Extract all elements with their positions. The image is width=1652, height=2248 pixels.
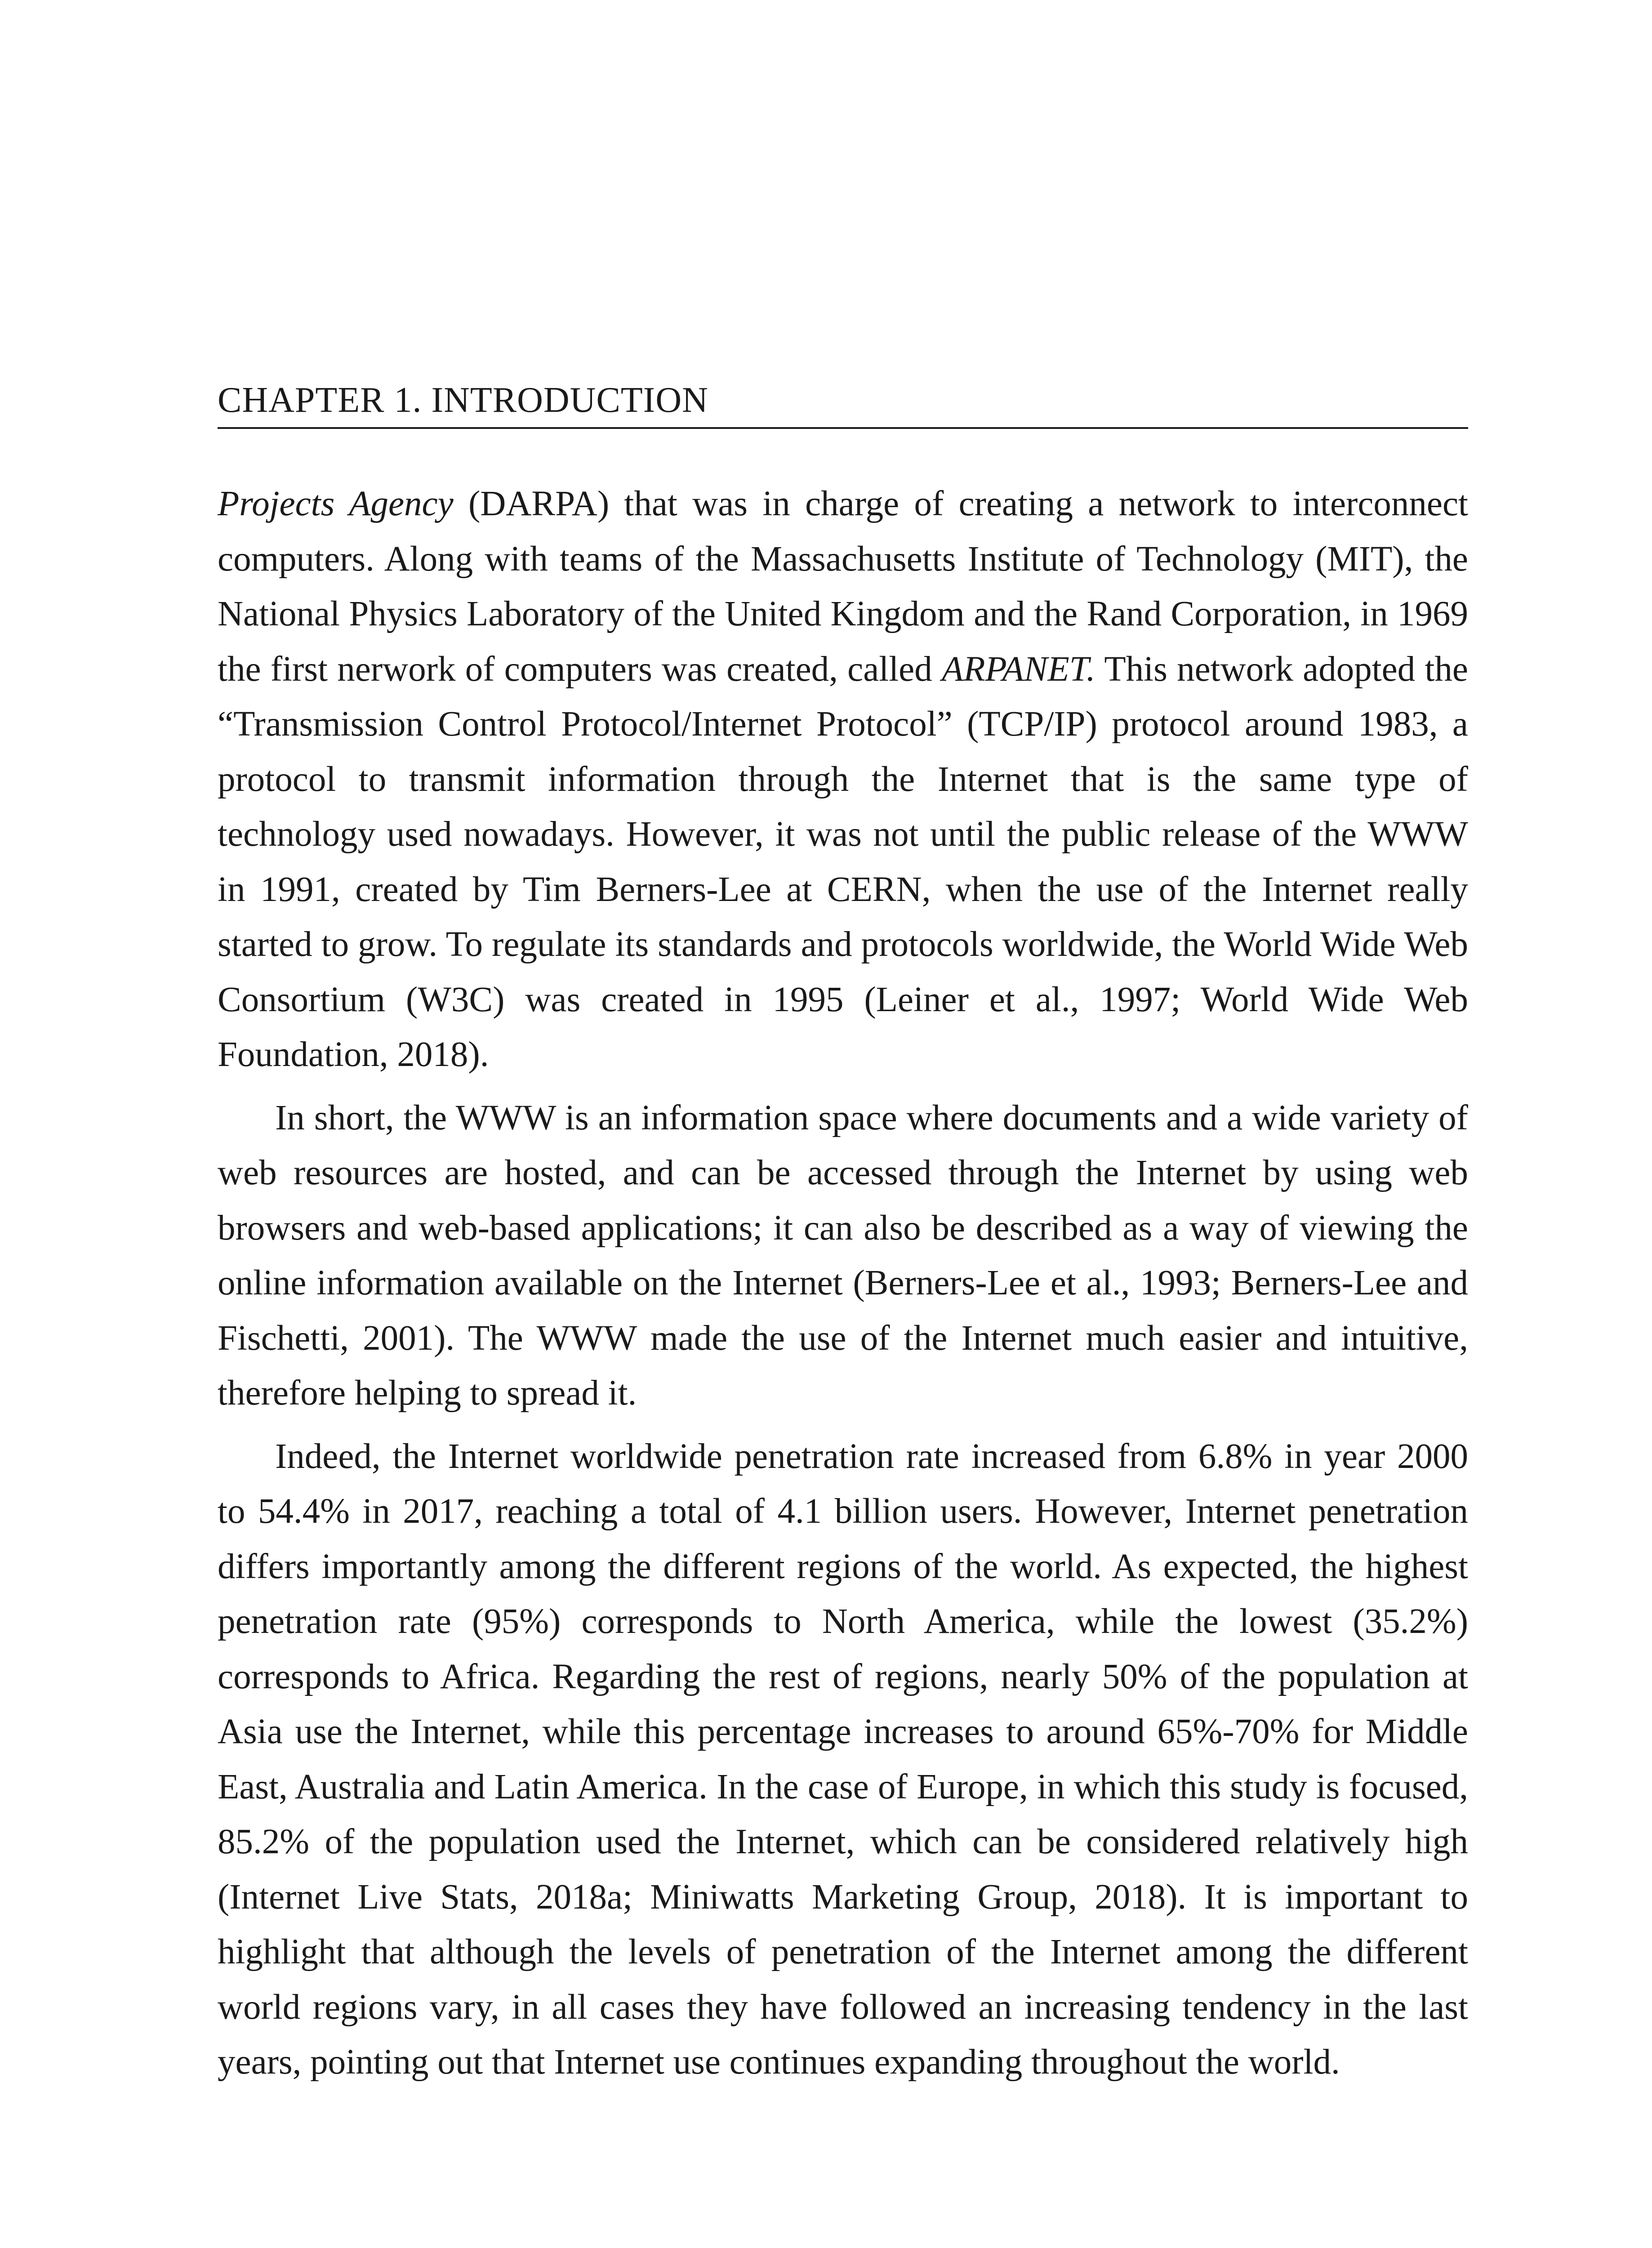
italic-term-arpanet: ARPANET. bbox=[941, 649, 1095, 689]
paragraph-1-text-2: This network adopted the “Transmission Control Protocol/Internet Protocol” (TCP/IP) protocol around 1983, a protocol to transmit information through the Internet that is the same type of technology used nowadays. However, it was not until the public release of the WWW in 1991, created by Tim Berners-Lee at CERN, when the use of the Internet really started to grow. To regulate its standards and protocols worldwide, the World Wide Web Consortium (W3C) was created in 1995 (Leiner et al., 1997; World Wide Web Foundation, 2018). bbox=[218, 649, 1468, 1074]
running-head: CHAPTER 1. INTRODUCTION bbox=[218, 380, 708, 420]
paragraph-1-text-1: (DARPA) that was in charge of creating a network to interconnect computers. Along with teams of the Massachusetts Institute of Technology (MIT), the National Physics Laboratory of the United Kingdom and the Rand Corporation, in 1969 the first nerwork of computers was created, called bbox=[218, 484, 1468, 689]
paragraph-3: Indeed, the Internet worldwide penetration rate increased from 6.8% in year 2000 to 54.4% in 2017, reaching a total of 4.1 billion users. However, Internet penetration differs importantly among the different regions of the world. As expected, the highest penetration rate (95%) corresponds to North America, while the lowest (35.2%) corresponds to Africa. Regarding the rest of regions, nearly 50% of the population at Asia use the Internet, while this percentage increases to around 65%-70% for Middle East, Australia and Latin America. In the case of Europe, in which this study is focused, 85.2% of the population used the Internet, which can be considered relatively high (Internet Live Stats, 2018a; Miniwatts Marketing Group, 2018). It is important to highlight that although the levels of penetration of the Internet among the different world regions vary, in all cases they have followed an increasing tendency in the last years, pointing out that Internet use continues expanding throughout the world. bbox=[218, 1436, 1468, 2082]
paragraph-1 bbox=[218, 477, 1468, 1083]
paragraph-2: In short, the WWW is an information space where documents and a wide variety of web resources are hosted, and can be accessed through the Internet by using web browsers and web-based applications; it can also be described as a way of viewing the online information available on the Internet (Berners-Lee et al., 1993; Berners-Lee and Fischetti, 2001). The WWW made the use of the Internet much easier and intuitive, therefore helping to spread it. bbox=[218, 1098, 1468, 1413]
body-text bbox=[218, 477, 1468, 2090]
italic-term-projects-agency: Projects Agency bbox=[218, 484, 454, 523]
header-rule bbox=[218, 427, 1468, 429]
